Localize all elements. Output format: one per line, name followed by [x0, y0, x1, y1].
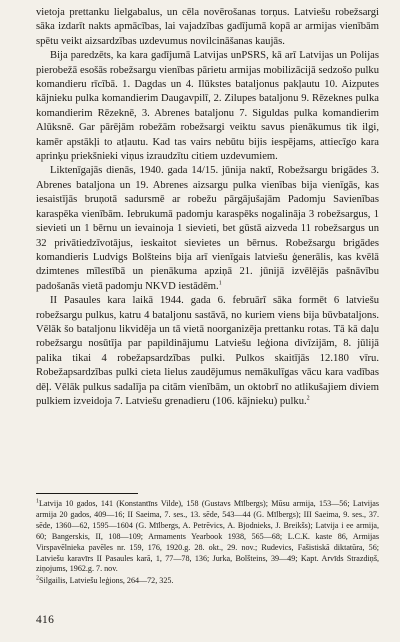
- paragraph-4: [36, 294, 379, 409]
- footnote-text-1: Latvija 10 gados, 141 (Konstantīns Vilde), 158 (Gustavs Mīlbergs); Mūsu armija, 153—56; Latvijas armija 20 gados, 409—16; II Saeima, 7. ses., 13. sēde, 543—44 (G. Mīlbergs); III Saeima, 9. ses., 37. sēde, 1360—62, 1595—1604 (G. Mīlbergs, A. Petrēvics, A. Bjodnieks, J. Breikšs); Latvija i ee armija, 60; Bangerskis, II, 108—109; Armaments Yearbook 1938, 565—68; L.C.K. kaste 86, Armijas Virspavēlnieka pavēles nr. 159, 176, 1920.g. 28. okt., 29. nov.; Rudevics, Fašistiskā diktatūra, 56; Latviešu karavīrs II Pasaules karā, 1, 77—78, 136; Jurka, Bolšteins, 39—49; Kapt. Arvīds Strazdiņš, ziņojums, 1962.g. 7. nov.: [36, 499, 379, 574]
- main-text: [36, 6, 379, 409]
- footnote-2: [36, 576, 379, 587]
- footnote-ref-2: 2: [306, 395, 310, 402]
- footnote-text-2: Silgailis, Latviešu leģions, 264—72, 325.: [39, 576, 174, 586]
- footnote-1: [36, 499, 379, 575]
- page-number: 416: [36, 614, 55, 626]
- paragraph-2: Bija paredzēts, ka kara gadījumā Latvijas unPSRS, kā arī Latvijas un Polijas pierobežā esošās robežsargu vienības pārietu armijas mobilizācijā sedzošo pulku komandieru rīcībā. 1. Dagdas un 4. Ilūkstes bataljonus pakļautu 10. Aizputes kājnieku pulka komandierim Daugavpilī, 2. Zilupes bataljonu 9. Rēzeknes pulka komandierim Rēzeknē, 3. Abrenes bataljonu 7. Siguldas pulka komandierim Alūksnē. Gar pārējām robežām robežsargi veiktu savus pienākumus tik ilgi, kamēr apstākļi to atļautu. Kad tas vairs nebūtu bijis iespējams, attiecīgo kara aprinķu priekšnieki viņus izraudzītu citiem uzdevumiem.: [36, 50, 379, 163]
- paragraph-3: [36, 164, 379, 294]
- footnote-divider: [36, 493, 138, 494]
- footnote-mark-1: 1: [36, 498, 39, 505]
- footnote-mark-2: 2: [36, 575, 39, 582]
- paragraph-3-text: Liktenīgajās dienās, 1940. gada 14/15. jūnija naktī, Robežsargu brigādes 3. Abrenes bataljona un 19. Abrenes aizsargu pulka vienības bija vienīgās, kas iesaistījās bruņotā sadursmē ar robežu pārgājušajām Padomju Savienības karaspēka vienībām. Iebrukumā padomju karaspēks nogalināja 3 robežsargus, 1 sievieti un 1 bērnu un ievainoja 1 sievieti, bet gūstā aizveda 11 robežsargus un 32 privātiedzīvotājus, ieskaitot sievietes un bērnus. Robežsargu brigādes komandieris Ludvigs Bolšteins bija arī vienīgais latviešu ģenerālis, kas kvēlā dzimtenes mīlestībā un pienākuma apziņā 21. jūnijā izvēlējās pašnāvību padošanās vietā padomju NKVD iestādēm.: [36, 165, 379, 292]
- paragraph-1: vietoja prettanku lielgabalus, un cēla novērošanas torņus. Latviešu robežsargi sāka izdarīt nakts apmācības, lai vajadzības gadījumā kopā ar armijas vienībām spētu veikt aizsardzības uzdevumus novilcināšanas kaujās.: [36, 7, 379, 47]
- footnotes: [36, 499, 379, 588]
- paragraph-4-text: II Pasaules kara laikā 1944. gada 6. februārī sāka formēt 6 latviešu robežsargu pulkus, katru 4 bataljonu sastāvā, no kuriem viens bija būvbataljons. Vēlāk šo bataljonu likvidēja un tā vietā noorganizēja prettanku rotas. Tā kā daļu robežsargu nosūtīja par papildinājumu Latviešu leģiona divīzijām, 8. jūlijā palika tikai 4 robežapsardzības pulki. Pulkos skaitījās 12.180 vīru. Robežapsardzības pulki cieta lielus zaudējumus nemākulīgas vācu kara vadības dēļ. Vēlāk pulkus sadalīja pa citām vienībām, un oktobrī no atlikušajiem diviem pulkiem izveidoja 7. Latviešu grenadieru (106. kājnieku) pulku.: [36, 295, 379, 407]
- footnote-ref-1: 1: [218, 280, 222, 287]
